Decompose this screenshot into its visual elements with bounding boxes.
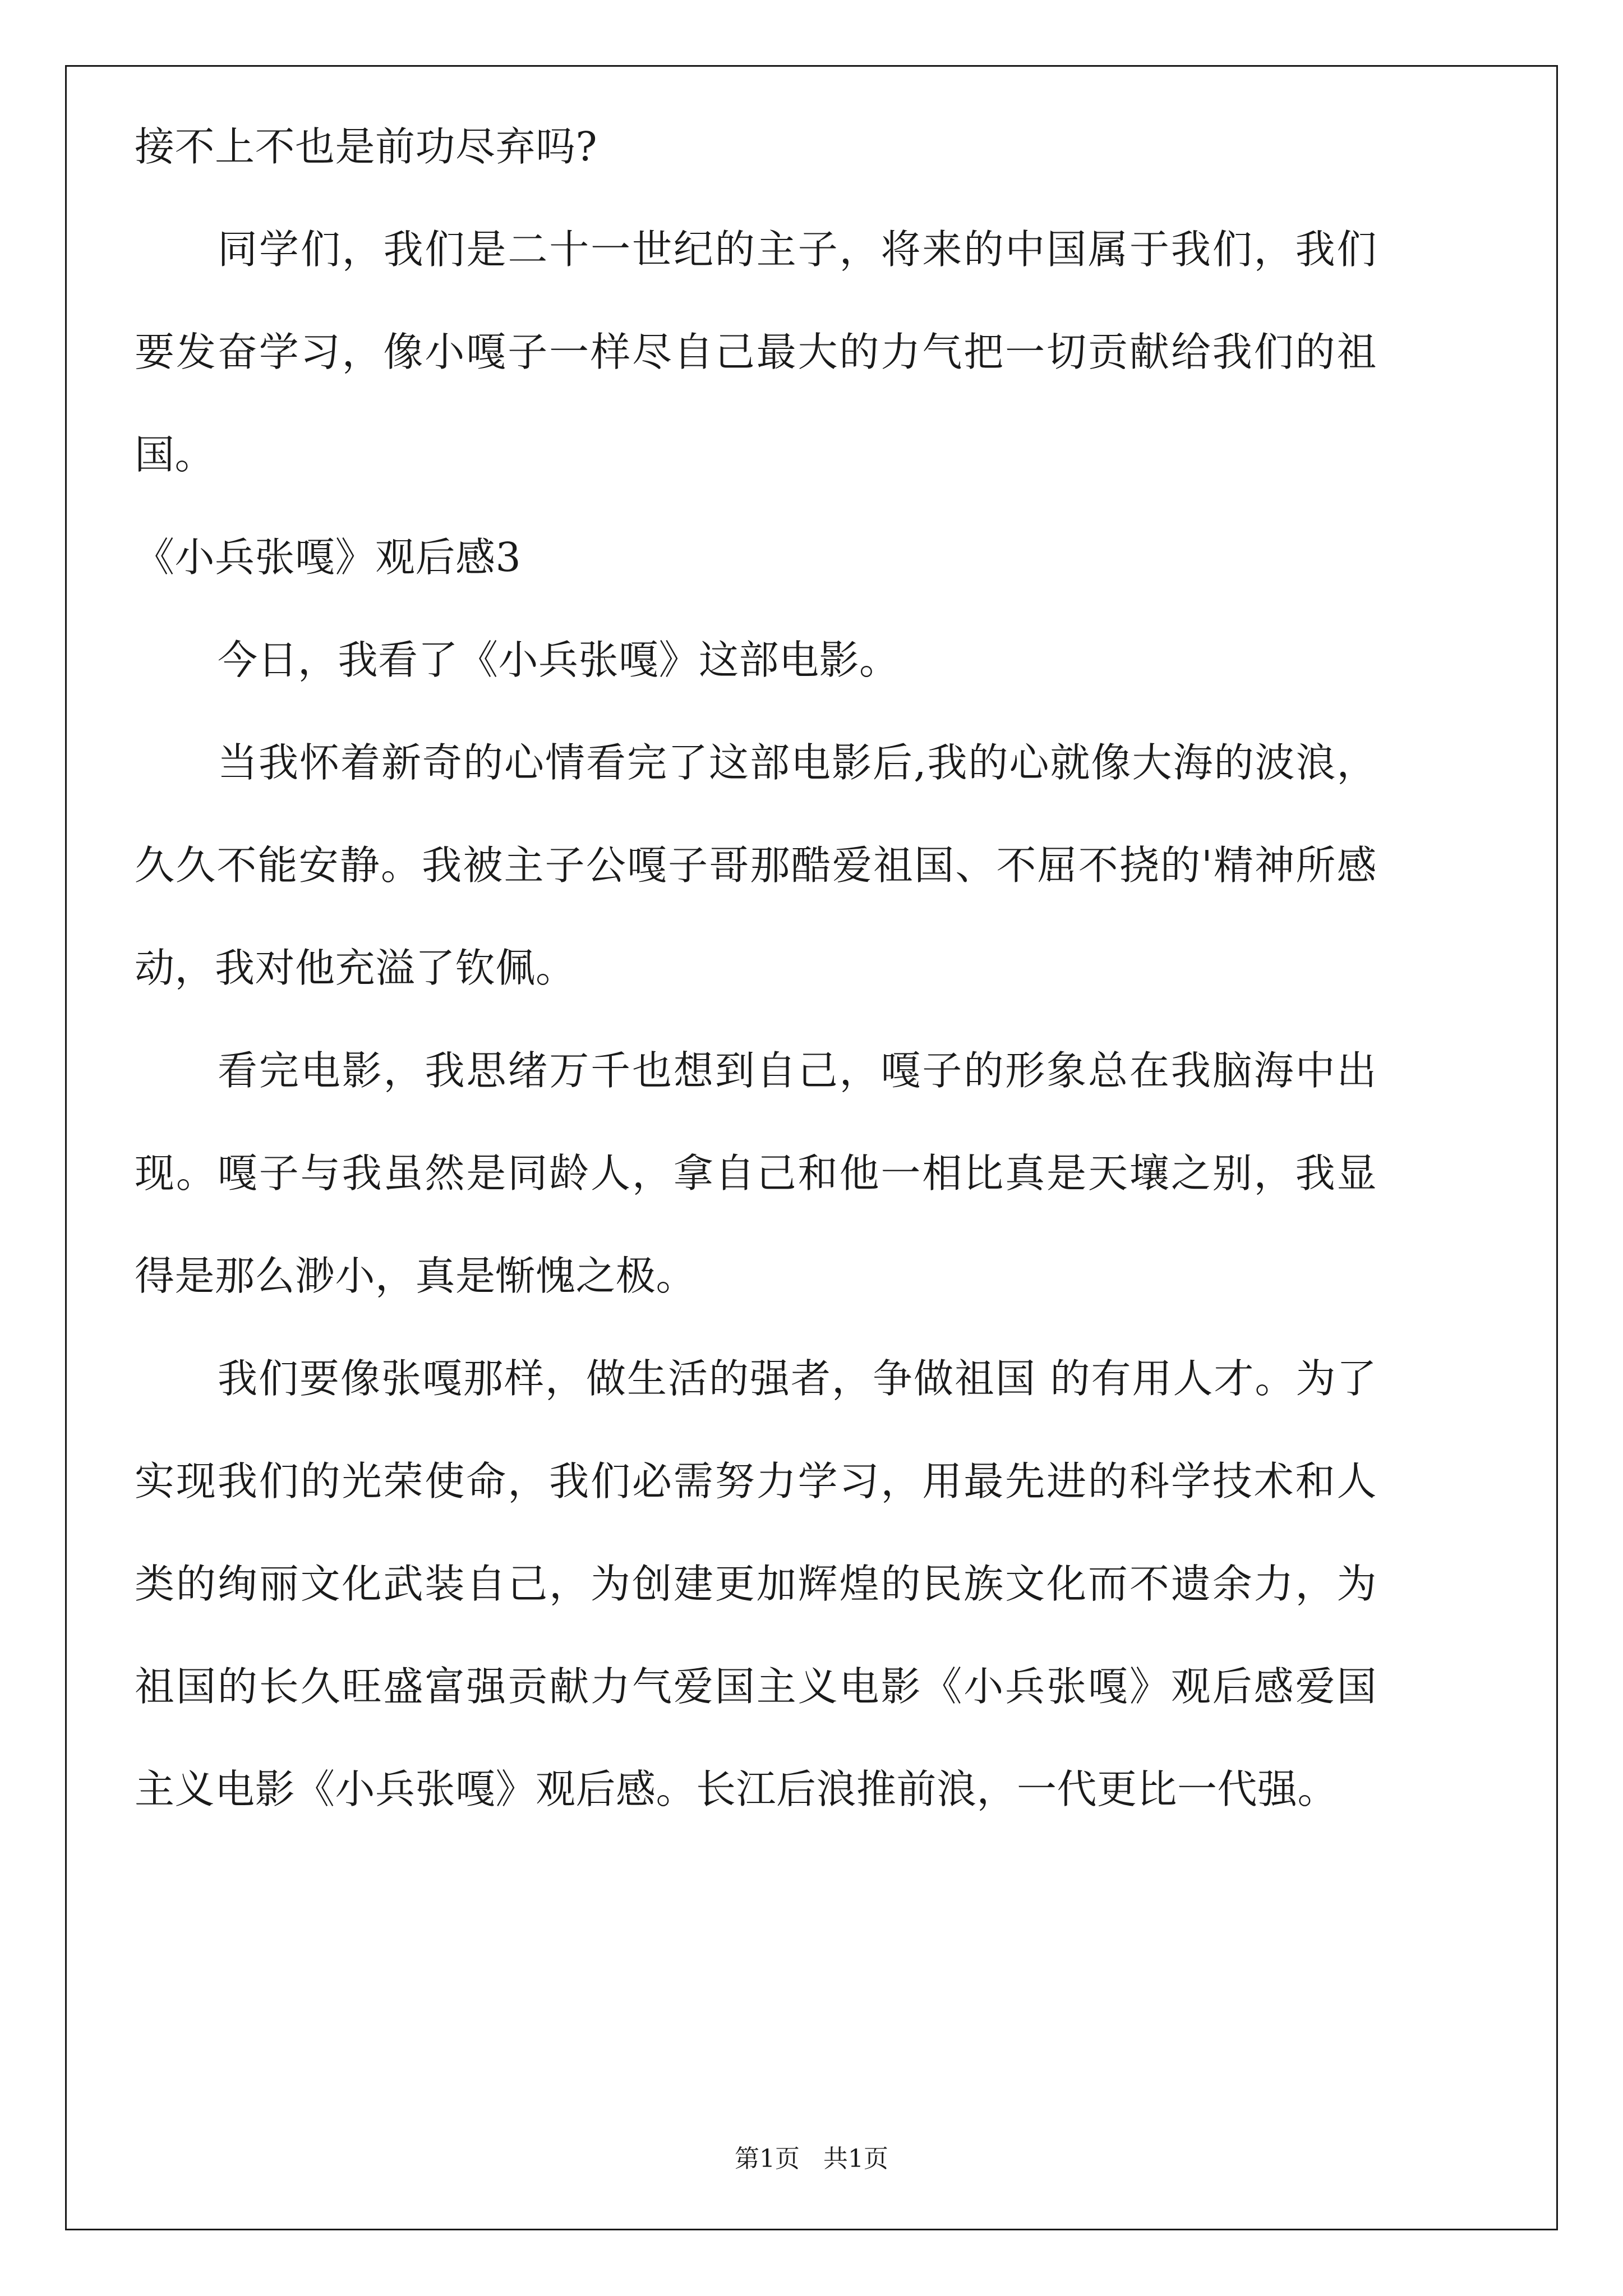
section-heading: 《小兵张嘎》观后感3: [135, 534, 522, 581]
paragraph-4: 当我怀着新奇的心情看完了这部电影后,我的心就像大海的波浪，久久不能安静。我被主子公嘎子哥那酷爱祖国、不屈不挠的'精神所感动，我对他充溢了钦佩。: [135, 739, 1377, 991]
paragraph-6: 我们要像张嘎那样，做生活的强者，争做祖国 的有用人才。为了实现我们的光荣使命，我们必需努力学习，用最先进的科学技术和人类的绚丽文化武装自己，为创建更加辉煌的民族文化而不遗余力，为祖国的长久旺盛富强贡献力气爱国主义电影《小兵张嘎》观后感爱国主义电影《小兵张嘎》观后感。长江后浪推前浪，一代更比一代强。: [135, 1355, 1377, 1812]
paragraph-5: 看完电影，我思绪万千也想到自己，嘎子的形象总在我脑海中出现。嘎子与我虽然是同龄人，拿自己和他一相比真是天壤之别，我显得是那么渺小，真是惭愧之极。: [135, 1047, 1377, 1299]
paragraph-3: 今日，我看了《小兵张嘎》这部电影。: [218, 637, 900, 683]
paragraph-1: 接不上不也是前功尽弃吗?: [135, 123, 598, 170]
document-body: [135, 95, 1377, 1841]
paragraph-2: 同学们，我们是二十一世纪的主子，将来的中国属于我们，我们要发奋学习，像小嘎子一样尽自己最大的力气把一切贡献给我们的祖国。: [135, 226, 1377, 478]
page-footer: 第1页 共1页: [735, 2145, 888, 2173]
